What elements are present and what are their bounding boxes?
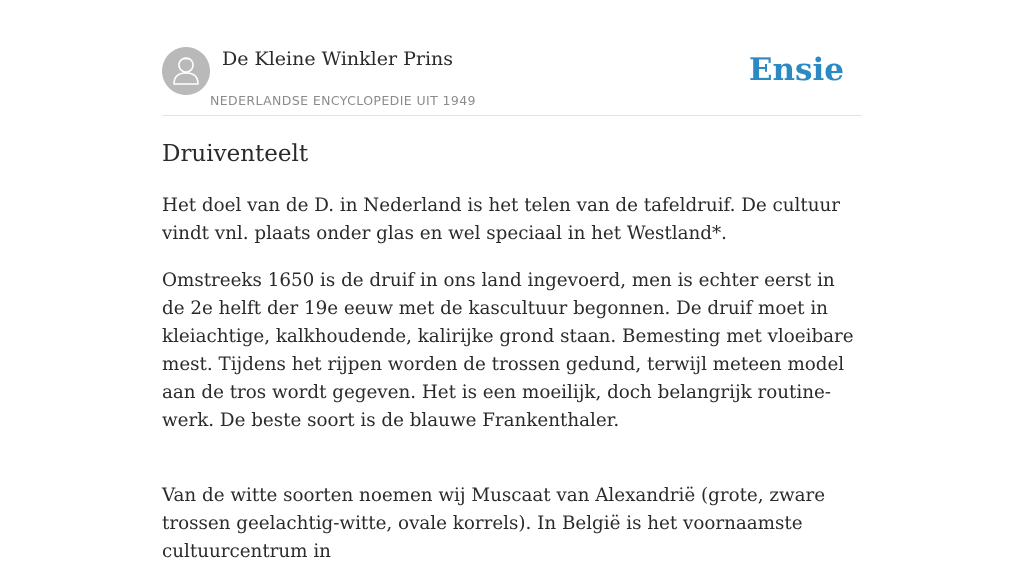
article-title: Druiventeelt bbox=[162, 141, 309, 167]
source-subtitle: NEDERLANDSE ENCYCLOPEDIE UIT 1949 bbox=[210, 93, 476, 108]
article-body bbox=[162, 192, 862, 585]
article-paragraph: Van de witte soorten noemen wij Muscaat van Alexandrië (grote, zware trossen geelachtig-witte, ovale korrels). In België is het voornaamste cultuurcentrum in bbox=[162, 485, 826, 562]
article-paragraph: Omstreeks 1650 is de druif in ons land ingevoerd, men is echter eerst in de 2e helft der 19e eeuw met de kascultuur begonnen. De druif moet in kleiachtige, kalkhoudende, kalirijke grond staan. Bemesting met vloeibare mest. Tijdens het rijpen worden de trossen gedund, terwijl meteen model aan de tros wordt gegeven. Het is een moeilijk, doch belangrijk routine-werk. De beste soort is de blauwe Frankenthaler. bbox=[162, 270, 854, 431]
avatar[interactable] bbox=[162, 47, 210, 95]
paragraph-spacer bbox=[162, 454, 862, 482]
article-paragraph: Het doel van de D. in Nederland is het telen van de tafeldruif. De cultuur vindt vnl. plaats onder glas en wel speciaal in het Westland*. bbox=[162, 195, 841, 244]
user-silhouette-icon bbox=[162, 47, 210, 95]
brand-logo[interactable]: Ensie bbox=[748, 52, 844, 88]
source-header bbox=[162, 46, 862, 116]
source-title[interactable]: De Kleine Winkler Prins bbox=[222, 48, 454, 70]
